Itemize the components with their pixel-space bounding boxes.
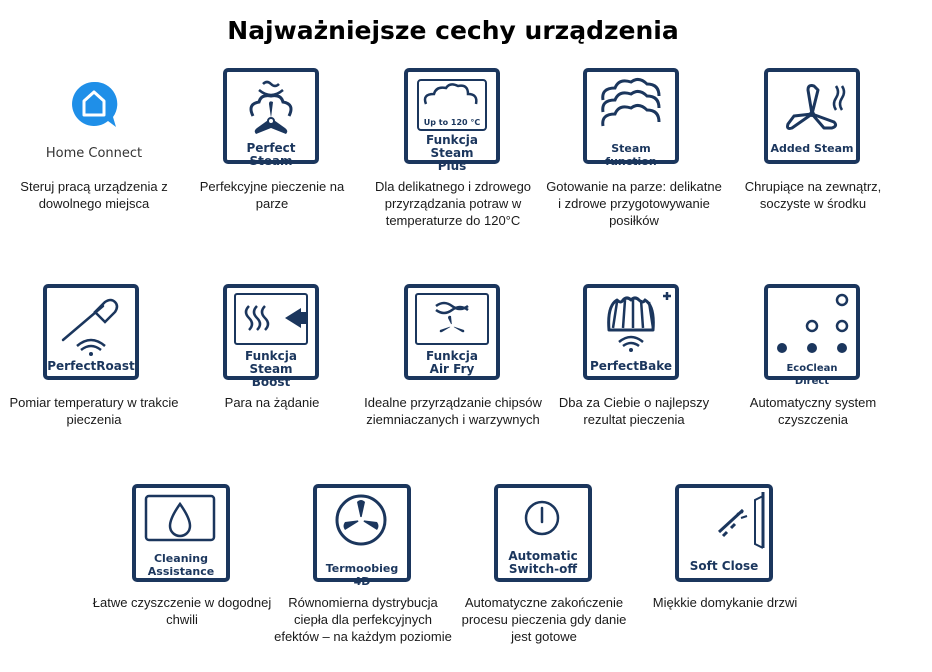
steam-boost-icon	[223, 284, 319, 389]
steam-boost-label: Funkcja Steam Boost	[245, 349, 297, 389]
feature-caption: Automatyczny system czyszczenia	[749, 395, 877, 427]
soft-close-icon	[675, 484, 773, 582]
feature-caption: Para na żądanie	[224, 395, 320, 410]
feature-caption: Automatyczne zakończenie procesu pieczenia gdy danie jest gotowe	[461, 595, 627, 644]
perfect-roast-icon	[43, 284, 139, 380]
air-fry-icon	[404, 284, 500, 380]
feature-caption: Chrupiące na zewnątrz, soczyste w środku	[744, 179, 882, 211]
feature-caption: Równomierna dystrybucja ciepła dla perfekcyjnych efektów – na każdym poziomie	[274, 595, 452, 644]
ecoclean-direct-icon	[764, 284, 860, 387]
feature-caption: Pomiar temperatury w trakcie pieczenia	[9, 395, 179, 427]
perfect-steam-icon	[223, 68, 319, 168]
feature-caption: Dba za Ciebie o najlepszy rezultat pieczenia	[558, 395, 710, 427]
added-steam-label: Added Steam	[770, 142, 854, 155]
perfect-roast-label: PerfectRoast	[47, 359, 135, 373]
perfect-bake-label: PerfectBake	[589, 359, 673, 373]
automatic-switch-off-label: Automatic Switch-off	[508, 549, 578, 576]
added-steam-icon	[764, 68, 860, 164]
feature-caption: Łatwe czyszczenie w dogodnej chwili	[92, 595, 272, 627]
perfect-steam-label: Perfect Steam	[246, 141, 296, 168]
ecoclean-direct-label: EcoClean Direct	[786, 363, 838, 387]
cleaning-assistance-icon	[132, 484, 230, 582]
feature-caption: Gotowanie na parze: delikatne i zdrowe przygotowywanie posiłków	[546, 179, 722, 228]
page-title: Najważniejsze cechy urządzenia	[227, 16, 679, 45]
steam-plus-label: Funkcja Steam Plus	[426, 133, 478, 173]
feature-caption: Miękkie domykanie drzwi	[652, 595, 798, 610]
steam-plus-badge: Up to 120 °C	[423, 118, 481, 127]
soft-close-label: Soft Close	[689, 559, 759, 573]
home-connect-label: Home Connect	[45, 146, 143, 161]
feature-caption: Perfekcyjne pieczenie na parze	[199, 179, 345, 211]
steam-plus-icon	[404, 68, 500, 173]
home-connect-icon	[39, 68, 149, 178]
termoobieg-4d-label: Termoobieg 4D	[325, 562, 399, 588]
cleaning-assistance-label: Cleaning Assistance	[147, 552, 215, 578]
feature-caption: Idealne przyrządzanie chipsów ziemniaczanych i warzywnych	[364, 395, 542, 427]
steam-function-icon	[583, 68, 679, 168]
air-fry-label: Funkcja Air Fry	[426, 349, 478, 376]
perfect-bake-icon	[583, 284, 679, 380]
feature-caption: Steruj pracą urządzenia z dowolnego miejsca	[20, 179, 168, 211]
steam-function-label: Steam function	[605, 142, 657, 168]
feature-caption: Dla delikatnego i zdrowego przyrządzania potraw w temperaturze do 120°C	[374, 179, 532, 228]
automatic-switch-off-icon	[494, 484, 592, 582]
termoobieg-4d-icon	[313, 484, 411, 588]
